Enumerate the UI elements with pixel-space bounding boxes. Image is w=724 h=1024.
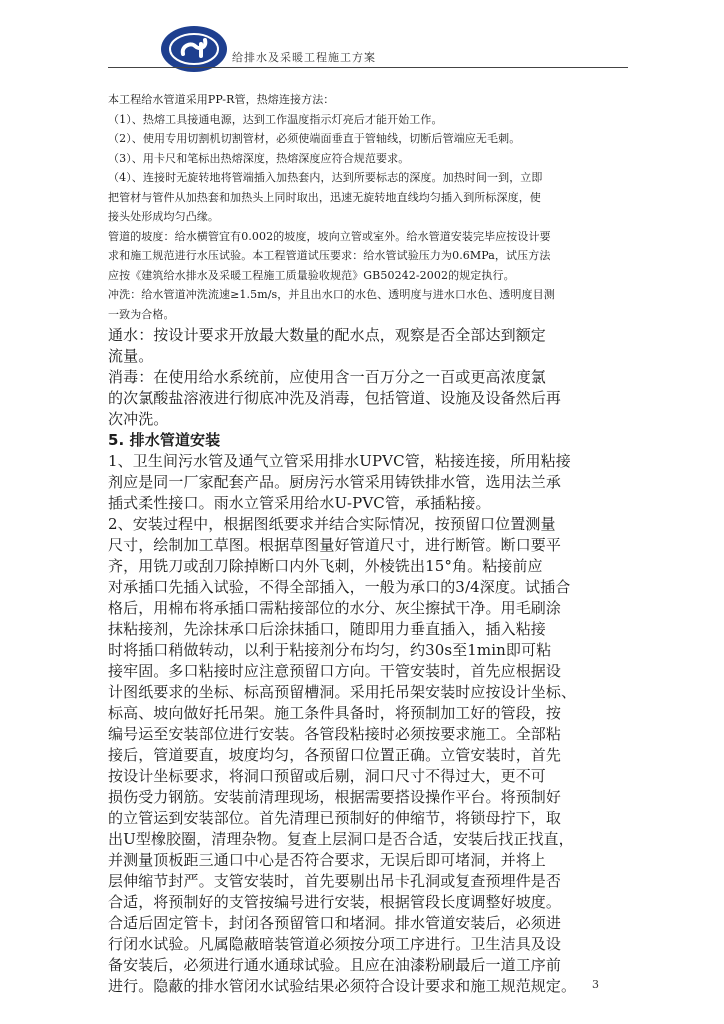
paragraph-line: 接牢固。多口粘接时应注意预留口方向。干管安装时，首先应根据设 (108, 662, 562, 680)
paragraph-line: 并测量顶板距三通口中心是否符合要求，无误后即可堵洞，并将上 (108, 851, 546, 869)
paragraph-line: （2）、使用专用切割机切割管材，必须使端面垂直于管轴线，切断后管端应无毛刺。 (108, 132, 521, 145)
paragraph-line: 管道的坡度：给水横管宜有0.002的坡度，坡向立管或室外。给水管道安装完毕应按设计要 (108, 229, 551, 243)
paragraph-line: （1）、热熔工具接通电源，达到工作温度指示灯亮后才能开始工作。 (108, 112, 443, 126)
paragraph-line: 的次氯酸盐溶液进行彻底冲洗及消毒，包括管道、设施及设备然后再 (108, 389, 562, 407)
paragraph-line: 插式柔性接口。雨水立管采用给水U-PVC管，承插粘接。 (108, 494, 491, 512)
paragraph-line: 备安装后，必须进行通水通球试验。且应在油漆粉刷最后一道工序前 (108, 956, 562, 974)
water-supply-section (108, 90, 628, 324)
paragraph-line: 消毒：在使用给水系统前，应使用含一百万分之一百或更高浓度氯 (108, 368, 546, 386)
logo-mark-icon (161, 26, 227, 72)
paragraph-line: 接头处形成均匀凸缘。 (108, 210, 219, 223)
paragraph-line: （3）、用卡尺和笔标出热熔深度，热熔深度应符合规范要求。 (108, 151, 410, 165)
paragraph-line: 时将插口稍做转动，以利于粘接剂分布均匀，约30s至1min即可粘 (108, 641, 552, 659)
paragraph-line: 2、安装过程中，根据图纸要求并结合实际情况，按预留口位置测量 (108, 515, 556, 533)
paragraph-line: 格后，用棉布将承插口需粘接部位的水分、灰尘擦拭干净。用毛刷涂 (108, 599, 562, 617)
paragraph-line: 1、卫生间污水管及通气立管采用排水UPVC管，粘接连接，所用粘接 (108, 452, 571, 470)
paragraph-line: 剂应是同一厂家配套产品。厨房污水管采用铸铁排水管，选用法兰承 (108, 473, 562, 491)
page-number: 3 (592, 978, 599, 991)
paragraph-line: 的立管运到安装部位。首先清理已预制好的伸缩节，将锁母拧下，取 (108, 809, 562, 827)
paragraph-line: 齐，用铣刀或刮刀除掉断口内外飞刺，外棱铣出15°角。粘接前应 (108, 557, 543, 575)
paragraph-line: 计图纸要求的坐标、标高预留槽洞。采用托吊架安装时应按设计坐标、 (108, 683, 577, 701)
paragraph-line: 求和施工规范进行水压试验。本工程管道试压要求：给水管试验压力为0.6MPa，试压方法 (108, 249, 551, 262)
paragraph-line: 标高、坡向做好托吊架。施工条件具备时，将预制加工好的管段，按 (108, 704, 562, 722)
page-body (108, 90, 628, 997)
paragraph-line: 损伤受力钢筋。安装前清理现场，根据需要搭设操作平台。将预制好 (108, 788, 562, 806)
paragraph-line: 抹粘接剂，先涂抹承口后涂抹插口，随即用力垂直插入，插入粘接 (108, 620, 546, 638)
paragraph-line: 合适后固定管卡，封闭各预留管口和堵洞。排水管道安装后，必须进 (108, 914, 562, 932)
paragraph-line: 合适，将预制好的支管按编号进行安装，根据管段长度调整好坡度。 (108, 893, 562, 911)
paragraph-line: 尺寸，绘制加工草图。根据草图量好管道尺寸，进行断管。断口要平 (108, 536, 562, 554)
paragraph-line: 对承插口先插入试验，不得全部插入，一般为承口的3/4深度。试插合 (108, 578, 571, 596)
paragraph-line: 编号运至安装部位进行安装。各管段粘接时必须按要求施工。全部粘 (108, 725, 562, 743)
paragraph-line: 冲洗：给水管道冲洗流速≥1.5m/s，并且出水口的水色、透明度与进水口水色、透明度目测 (108, 288, 555, 301)
paragraph-line: 应按《建筑给水排水及采暖工程施工质量验收规范》GB50242-2002的规定执行。 (108, 268, 515, 282)
paragraph-line: 通水：按设计要求开放最大数量的配水点，观察是否全部达到额定 (108, 326, 546, 344)
section-heading: 5. 排水管道安装 (108, 431, 221, 449)
paragraph-line: 出U型橡胶圈，清理杂物。复查上层洞口是否合适，安装后找正找直， (108, 830, 574, 848)
paragraph-line: 层伸缩节封严。支管安装时，首先要剔出吊卡孔洞或复查预埋件是否 (108, 872, 562, 890)
paragraph-line: 按设计坐标要求，将洞口预留或后剔，洞口尺寸不得过大，更不可 (108, 767, 546, 785)
paragraph-line: （4）、连接时无旋转地将管端插入加热套内，达到所要标志的深度。加热时间一到，立即 (108, 171, 543, 184)
flush-disinfect-section (108, 325, 628, 997)
paragraph-line: 进行。隐蔽的排水管闭水试验结果必须符合设计要求和施工规范规定。 (108, 977, 577, 995)
company-logo (161, 26, 227, 72)
header-divider (108, 67, 628, 68)
paragraph-line: 本工程给水管道采用PP-R管，热熔连接方法： (108, 93, 335, 106)
header-title: 给排水及采暖工程施工方案 (232, 51, 376, 64)
paragraph-line: 流量。 (108, 347, 154, 365)
paragraph-line: 次冲洗。 (108, 410, 169, 428)
paragraph-line: 一致为合格。 (108, 307, 175, 321)
paragraph-line: 接后，管道要直，坡度均匀，各预留口位置正确。立管安装时，首先 (108, 746, 562, 764)
page-header (0, 0, 724, 90)
paragraph-line: 行闭水试验。凡属隐蔽暗装管道必须按分项工序进行。卫生洁具及设 (108, 935, 562, 953)
paragraph-line: 把管材与管件从加热套和加热头上同时取出，迅速无旋转地直线均匀插入到所标深度，使 (108, 190, 541, 204)
